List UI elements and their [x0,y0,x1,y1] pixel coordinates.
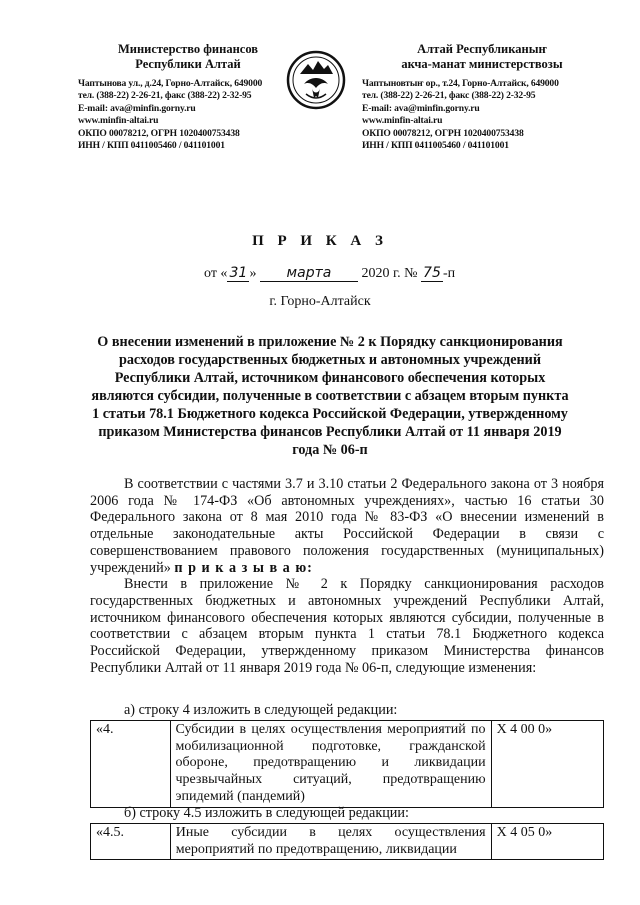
okpo-ru: ОКПО 00078212, ОГРН 1020400753438 [78,127,240,139]
header-left [78,42,298,152]
ministry-name-ru [78,42,298,72]
okpo-alt: ОКПО 00078212, ОГРН 1020400753438 [362,127,524,139]
email-alt: E-mail: ava@minfin.gorny.ru [362,102,480,114]
website-alt: www.minfin-altai.ru [362,115,443,127]
phone-ru: тел. (388-22) 2-26-21, факс (388-22) 2-32-95 [78,90,252,102]
inn-alt: ИНН / КПП 0411005460 / 041101001 [362,139,509,151]
order-directive: п р и к а з ы в а ю: [174,559,313,576]
address-alt: Чаптыновтыҥ ор., т.24, Горно-Алтайск, 649000 [362,78,559,89]
item-a-label: а) строку 4 изложить в следующей редакции: [124,702,398,718]
coat-of-arms-emblem [286,50,346,110]
table-row [91,824,604,860]
item-b-label: б) строку 4.5 изложить в следующей редакции: [124,805,409,821]
order-number: 75 [421,266,443,282]
ministry-contacts-ru [78,78,298,152]
ministry-contacts-alt [362,78,602,152]
row-description: Субсидии в целях осуществления мероприятий по мобилизационной подготовке, гражданской обороне, предотвращению и ликвидации чрезвычайных ситуаций, предотвращению эпидемий (пандемий) [170,721,491,808]
order-city: г. Горно-Алтайск [269,294,371,309]
row-code: «4. [91,721,171,808]
order-title: П Р И К А З [252,233,388,249]
phone-alt: тел. (388-22) 2-26-21, факс (388-22) 2-32-95 [362,90,536,102]
row-code: «4.5. [91,824,171,860]
order-number-suffix: -п [442,266,456,281]
row-value: Х 4 00 0» [491,721,603,808]
table-row-4 [90,720,604,808]
inn-ru: ИНН / КПП 0411005460 / 041101001 [78,139,225,151]
preamble-paragraph [90,476,604,576]
order-date-line [204,266,455,282]
row-description: Иные субсидии в целях осуществления мероприятий по предотвращению, ликвидации [170,824,491,860]
table-row-4-5 [90,823,604,860]
order-year: 2020 г. № [361,266,418,281]
address-ru: Чаптынова ул., д.24, Горно-Алтайск, 649000 [78,78,263,89]
ministry-name-alt-line1: Алтай Республиканыҥ [417,42,547,56]
amendment-paragraph: Внести в приложение № 2 к Порядку санкционирования расходов государственных бюджетных и автономных учреждений Республики Алтай, источником финансового обеспечения которых являются субсидии, полученные в соответствии с абзацем вторым пункта 1 статьи 78.1 Бюджетного кодекса Российской Федерации, утвержденному приказом Министерства финансов Республики Алтай от 11 января 2019 года № 06-п, следующие изменения: [90,576,604,676]
ministry-name-ru-line1: Министерство финансов [117,42,259,56]
row-value: Х 4 05 0» [491,824,603,860]
table-row [91,721,604,808]
email-ru: E-mail: ava@minfin.gorny.ru [78,102,196,114]
header-right [362,42,602,152]
ministry-name-alt-line2: акча-манат министерствозы [401,57,563,71]
order-body [90,476,604,676]
date-prefix: от « [204,266,228,281]
ministry-name-ru-line2: Республики Алтай [135,57,241,71]
order-subject: О внесении изменений в приложение № 2 к Порядку санкционирования расходов государственных бюджетных и автономных учреждений Республики Алтай, источником финансового обеспечения которых являются субсидии, полученные в соответствии с абзацем вторым пункта 1 статьи 78.1 Бюджетного кодекса Российской Федерации, утвержденному приказом Министерства финансов Республики Алтай от 11 января 2019 года № 06-п [91,334,569,458]
website-ru: www.minfin-altai.ru [78,115,159,127]
date-mid: » [249,266,257,281]
order-day: 31 [227,266,249,282]
preamble-text: В соответствии с частями 3.7 и 3.10 статьи 2 Федерального закона от 3 ноября 2006 года № 174-ФЗ «Об автономных учреждениях», частью 16 статьи 30 Федерального закона от 8 мая 2010 года № 83-ФЗ «О внесении изменений в отдельные законодательные акты Российской Федерации в связи с совершенствованием правового положения государственных (муниципальных) учреждений» [90,476,604,576]
order-month: марта [260,266,358,282]
ministry-name-alt [362,42,602,72]
